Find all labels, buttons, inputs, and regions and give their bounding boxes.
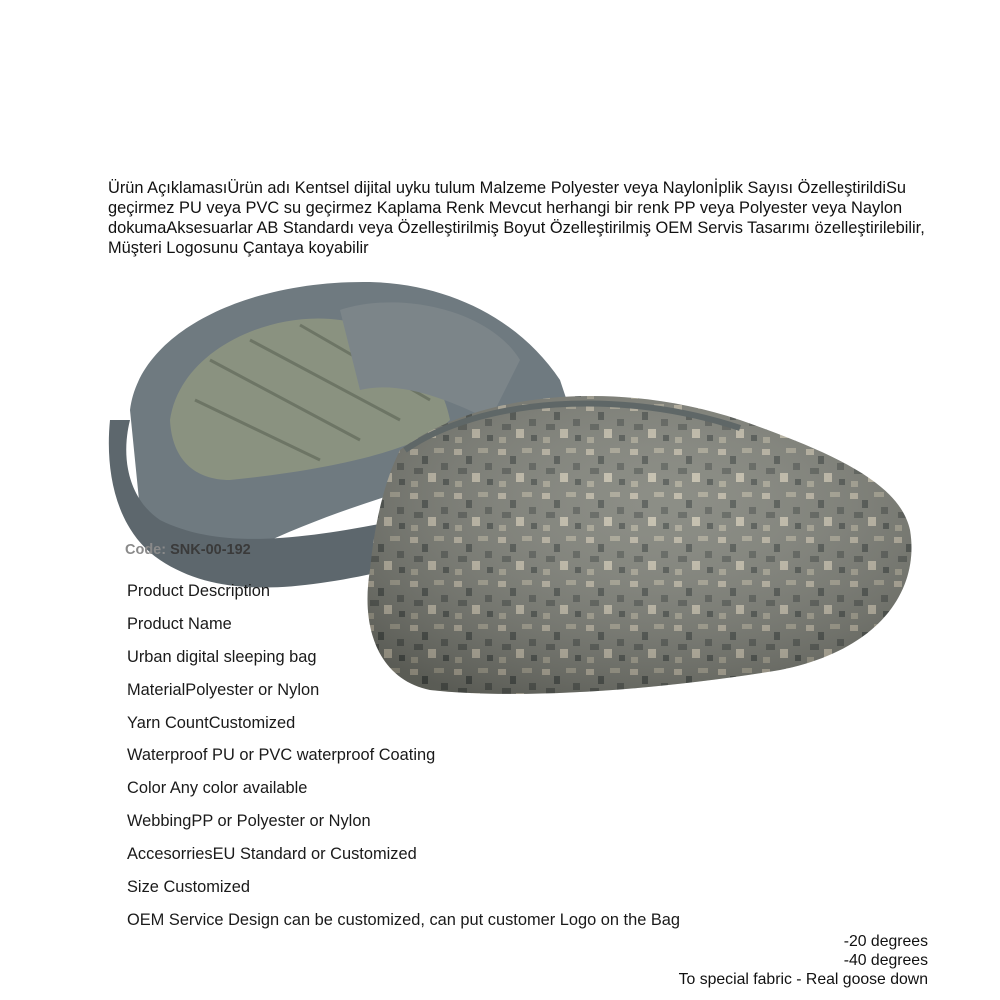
spec-item: Waterproof PU or PVC waterproof Coating bbox=[127, 746, 436, 765]
spec-item: Product Name bbox=[127, 614, 232, 633]
temperature-line: -40 degrees bbox=[843, 952, 928, 969]
spec-item: MaterialPolyester or Nylon bbox=[127, 680, 320, 699]
product-code-value: SNK-00-192 bbox=[170, 542, 251, 558]
fabric-line: To special fabric - Real goose down bbox=[678, 971, 928, 988]
spec-item: Size Customized bbox=[127, 878, 250, 897]
spec-list bbox=[127, 578, 680, 940]
spec-item: Color Any color available bbox=[127, 779, 308, 798]
product-code bbox=[125, 542, 251, 558]
spec-item: OEM Service Design can be customized, can put customer Logo on the Bag bbox=[127, 910, 681, 929]
temperature-line: -20 degrees bbox=[843, 933, 928, 950]
spec-item: Urban digital sleeping bag bbox=[127, 647, 317, 666]
spec-item: Product Description bbox=[127, 582, 271, 600]
spec-item: Yarn CountCustomized bbox=[127, 713, 296, 732]
product-code-label: Code: bbox=[125, 542, 167, 558]
spec-item: AccesorriesEU Standard or Customized bbox=[127, 845, 417, 864]
temperature-info bbox=[679, 932, 928, 989]
spec-item: WebbingPP or Polyester or Nylon bbox=[127, 812, 371, 831]
turkish-description: Ürün AçıklamasıÜrün adı Kentsel dijital uyku tulum Malzeme Polyester veya Naylonİplik Sayısı ÖzelleştirildiSu geçirmez PU veya PVC su geçirmez Kaplama Renk Mevcut herhangi bir renk PP veya Polyester veya Naylon dokumaAksesuarlar AB Standardı veya Özelleştirilmiş Boyut Özelleştirilmiş OEM Servis Tasarımı özelleştirilebilir, Müşteri Logosunu Çantaya koyabilir bbox=[108, 179, 925, 257]
